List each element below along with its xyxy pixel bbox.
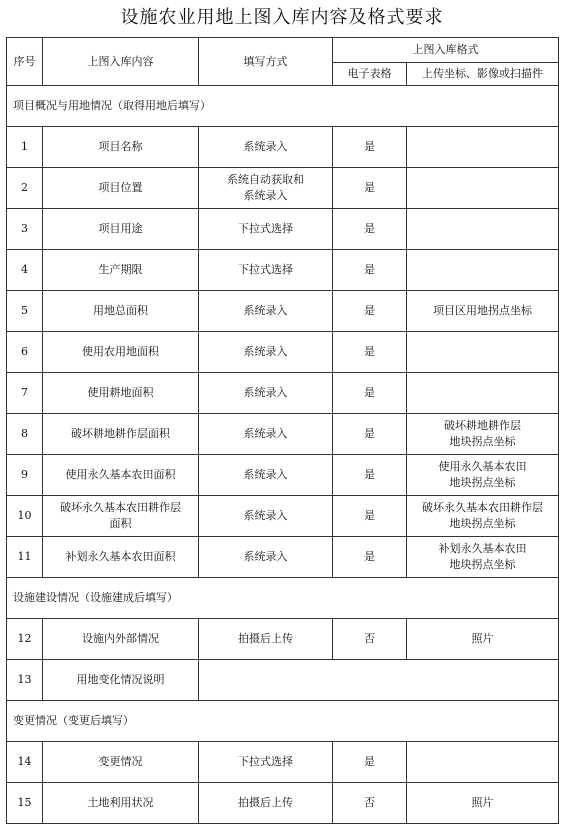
row-upload-line: 补划永久基本农田 xyxy=(438,542,527,555)
row-content xyxy=(43,455,199,496)
row-spreadsheet-line: 是 xyxy=(364,468,375,481)
row-seq xyxy=(7,373,43,414)
row-spreadsheet-line: 是 xyxy=(364,345,375,358)
row-spreadsheet-line: 是 xyxy=(364,140,375,153)
row-method xyxy=(199,619,333,660)
row-content-line: 使用农用地面积 xyxy=(82,345,159,358)
section-title-line: 变更情况（变更后填写） xyxy=(13,714,134,727)
table-row xyxy=(7,496,559,537)
row-spreadsheet-line: 否 xyxy=(364,796,375,809)
row-spreadsheet xyxy=(333,537,407,578)
section-title-line: 项目概况与用地情况（取得用地后填写） xyxy=(13,99,211,112)
row-content xyxy=(43,619,199,660)
row-content-line: 用地总面积 xyxy=(93,304,148,317)
row-upload xyxy=(407,373,559,414)
header-row-1 xyxy=(7,38,559,63)
row-upload xyxy=(407,127,559,168)
table-row xyxy=(7,619,559,660)
row-method-line: 系统录入 xyxy=(243,427,288,440)
row-seq-line: 14 xyxy=(17,755,32,768)
row-seq-line: 5 xyxy=(21,304,28,317)
row-seq-line: 13 xyxy=(17,673,32,686)
row-upload xyxy=(407,209,559,250)
row-spreadsheet xyxy=(333,783,407,824)
row-method-line: 系统录入 xyxy=(243,468,288,481)
row-seq-line: 8 xyxy=(21,427,28,440)
row-spreadsheet xyxy=(333,332,407,373)
header-seq: 序号 xyxy=(7,38,43,86)
row-spreadsheet xyxy=(333,455,407,496)
row-content xyxy=(43,742,199,783)
row-upload xyxy=(407,332,559,373)
section-title xyxy=(7,578,559,619)
row-seq xyxy=(7,742,43,783)
row-upload-line: 地块拐点坐标 xyxy=(449,517,516,530)
row-seq xyxy=(7,783,43,824)
row-seq xyxy=(7,455,43,496)
row-seq-line: 10 xyxy=(17,509,32,522)
row-method xyxy=(199,414,333,455)
table-body xyxy=(7,38,559,824)
row-method-line: 系统录入 xyxy=(243,345,288,358)
row-seq-line: 3 xyxy=(21,222,28,235)
row-content-line: 项目用途 xyxy=(98,222,143,235)
requirements-table xyxy=(6,37,559,824)
row-spreadsheet-line: 是 xyxy=(364,427,375,440)
section-row xyxy=(7,701,559,742)
table-row xyxy=(7,373,559,414)
table-row xyxy=(7,660,559,701)
row-content-line: 生产期限 xyxy=(98,263,143,276)
row-upload-line: 使用永久基本农田 xyxy=(438,460,527,473)
row-spreadsheet xyxy=(333,414,407,455)
row-content-line: 用地变化情况说明 xyxy=(76,673,165,686)
row-seq xyxy=(7,496,43,537)
row-content-line: 项目位置 xyxy=(98,181,143,194)
row-spreadsheet-line: 是 xyxy=(364,386,375,399)
row-upload xyxy=(407,619,559,660)
row-content xyxy=(43,332,199,373)
row-upload xyxy=(407,742,559,783)
row-upload xyxy=(407,250,559,291)
row-seq-line: 1 xyxy=(21,140,28,153)
row-method-line: 系统录入 xyxy=(243,304,288,317)
row-content-line: 土地利用状况 xyxy=(87,796,154,809)
section-title xyxy=(7,701,559,742)
row-method xyxy=(199,742,333,783)
row-seq xyxy=(7,619,43,660)
row-method xyxy=(199,373,333,414)
row-spreadsheet xyxy=(333,291,407,332)
row-spreadsheet-line: 是 xyxy=(364,263,375,276)
table-row xyxy=(7,455,559,496)
row-content xyxy=(43,209,199,250)
row-content xyxy=(43,414,199,455)
row-spreadsheet-line: 是 xyxy=(364,550,375,563)
row-method xyxy=(199,783,333,824)
row-method xyxy=(199,455,333,496)
row-upload xyxy=(407,455,559,496)
section-row xyxy=(7,86,559,127)
row-upload-line: 项目区用地拐点坐标 xyxy=(433,304,532,317)
row-content-line: 面积 xyxy=(109,517,132,530)
row-method-line: 下拉式选择 xyxy=(238,222,293,235)
row-method-line: 系统录入 xyxy=(243,550,288,563)
row-spreadsheet-line: 是 xyxy=(364,222,375,235)
row-method xyxy=(199,209,333,250)
row-seq-line: 4 xyxy=(21,263,28,276)
row-seq xyxy=(7,537,43,578)
row-spreadsheet-line: 是 xyxy=(364,181,375,194)
row-seq-line: 2 xyxy=(21,181,28,194)
row-seq-line: 7 xyxy=(21,386,28,399)
row-content-line: 补划永久基本农田面积 xyxy=(65,550,176,563)
row-content xyxy=(43,127,199,168)
row-method xyxy=(199,332,333,373)
row-content xyxy=(43,250,199,291)
row-method xyxy=(199,537,333,578)
row-content-line: 使用永久基本农田面积 xyxy=(65,468,176,481)
row-method-line: 下拉式选择 xyxy=(238,263,293,276)
table-row xyxy=(7,742,559,783)
row-content-line: 破坏耕地耕作层面积 xyxy=(71,427,170,440)
row-upload xyxy=(407,537,559,578)
row-seq-line: 9 xyxy=(21,468,28,481)
row-upload-line: 地块拐点坐标 xyxy=(449,476,516,489)
table-row xyxy=(7,783,559,824)
row-method-line: 下拉式选择 xyxy=(238,755,293,768)
table-row xyxy=(7,332,559,373)
row-spreadsheet xyxy=(333,619,407,660)
row-method xyxy=(199,127,333,168)
row-blank xyxy=(199,660,559,701)
row-content xyxy=(43,291,199,332)
row-upload xyxy=(407,168,559,209)
table-row xyxy=(7,127,559,168)
row-seq xyxy=(7,291,43,332)
row-content xyxy=(43,660,199,701)
row-spreadsheet xyxy=(333,496,407,537)
row-upload-line: 地块拐点坐标 xyxy=(449,435,516,448)
row-content-line: 设施内外部情况 xyxy=(82,632,159,645)
row-method xyxy=(199,291,333,332)
table-row xyxy=(7,414,559,455)
table-row xyxy=(7,537,559,578)
table-row xyxy=(7,250,559,291)
row-seq-line: 6 xyxy=(21,345,28,358)
row-upload xyxy=(407,291,559,332)
table-row xyxy=(7,209,559,250)
row-method-line: 系统录入 xyxy=(243,386,288,399)
row-content xyxy=(43,496,199,537)
row-spreadsheet xyxy=(333,373,407,414)
row-seq-line: 15 xyxy=(17,796,32,809)
row-method-line: 系统录入 xyxy=(243,189,288,202)
row-spreadsheet xyxy=(333,250,407,291)
section-title xyxy=(7,86,559,127)
row-spreadsheet xyxy=(333,168,407,209)
row-seq xyxy=(7,168,43,209)
header-fill-method: 填写方式 xyxy=(199,38,333,86)
header-content: 上图入库内容 xyxy=(43,38,199,86)
row-upload-line: 地块拐点坐标 xyxy=(449,558,516,571)
row-content xyxy=(43,168,199,209)
row-content-line: 项目名称 xyxy=(98,140,143,153)
header-upload: 上传坐标、影像或扫描件 xyxy=(407,63,559,86)
row-content-line: 变更情况 xyxy=(98,755,143,768)
row-method-line: 拍摄后上传 xyxy=(238,796,293,809)
row-upload xyxy=(407,496,559,537)
row-content xyxy=(43,373,199,414)
row-spreadsheet-line: 是 xyxy=(364,509,375,522)
row-upload-line: 照片 xyxy=(471,796,494,809)
row-content-line: 使用耕地面积 xyxy=(87,386,154,399)
row-upload-line: 照片 xyxy=(471,632,494,645)
row-content xyxy=(43,783,199,824)
section-title-line: 设施建设情况（设施建成后填写） xyxy=(13,591,178,604)
row-content xyxy=(43,537,199,578)
row-seq xyxy=(7,250,43,291)
header-spreadsheet: 电子表格 xyxy=(333,63,407,86)
row-seq-line: 12 xyxy=(17,632,32,645)
table-row xyxy=(7,168,559,209)
row-method-line: 系统自动获取和 xyxy=(227,173,304,186)
row-spreadsheet-line: 否 xyxy=(364,632,375,645)
row-seq xyxy=(7,127,43,168)
row-method xyxy=(199,496,333,537)
row-method-line: 拍摄后上传 xyxy=(238,632,293,645)
row-seq xyxy=(7,414,43,455)
table-row xyxy=(7,291,559,332)
row-seq xyxy=(7,660,43,701)
row-seq-line: 11 xyxy=(17,550,32,563)
header-format-group: 上图入库格式 xyxy=(333,38,559,63)
row-spreadsheet xyxy=(333,742,407,783)
row-content-line: 破坏永久基本农田耕作层 xyxy=(60,501,181,514)
row-spreadsheet-line: 是 xyxy=(364,304,375,317)
row-seq xyxy=(7,209,43,250)
document-title: 设施农业用地上图入库内容及格式要求 xyxy=(120,7,444,28)
row-seq xyxy=(7,332,43,373)
row-upload-line: 破坏永久基本农田耕作层 xyxy=(422,501,543,514)
row-upload xyxy=(407,783,559,824)
row-upload-line: 破坏耕地耕作层 xyxy=(444,419,521,432)
row-spreadsheet xyxy=(333,127,407,168)
row-method xyxy=(199,250,333,291)
row-spreadsheet-line: 是 xyxy=(364,755,375,768)
row-method-line: 系统录入 xyxy=(243,140,288,153)
row-spreadsheet xyxy=(333,209,407,250)
section-row xyxy=(7,578,559,619)
row-method xyxy=(199,168,333,209)
row-method-line: 系统录入 xyxy=(243,509,288,522)
row-upload xyxy=(407,414,559,455)
